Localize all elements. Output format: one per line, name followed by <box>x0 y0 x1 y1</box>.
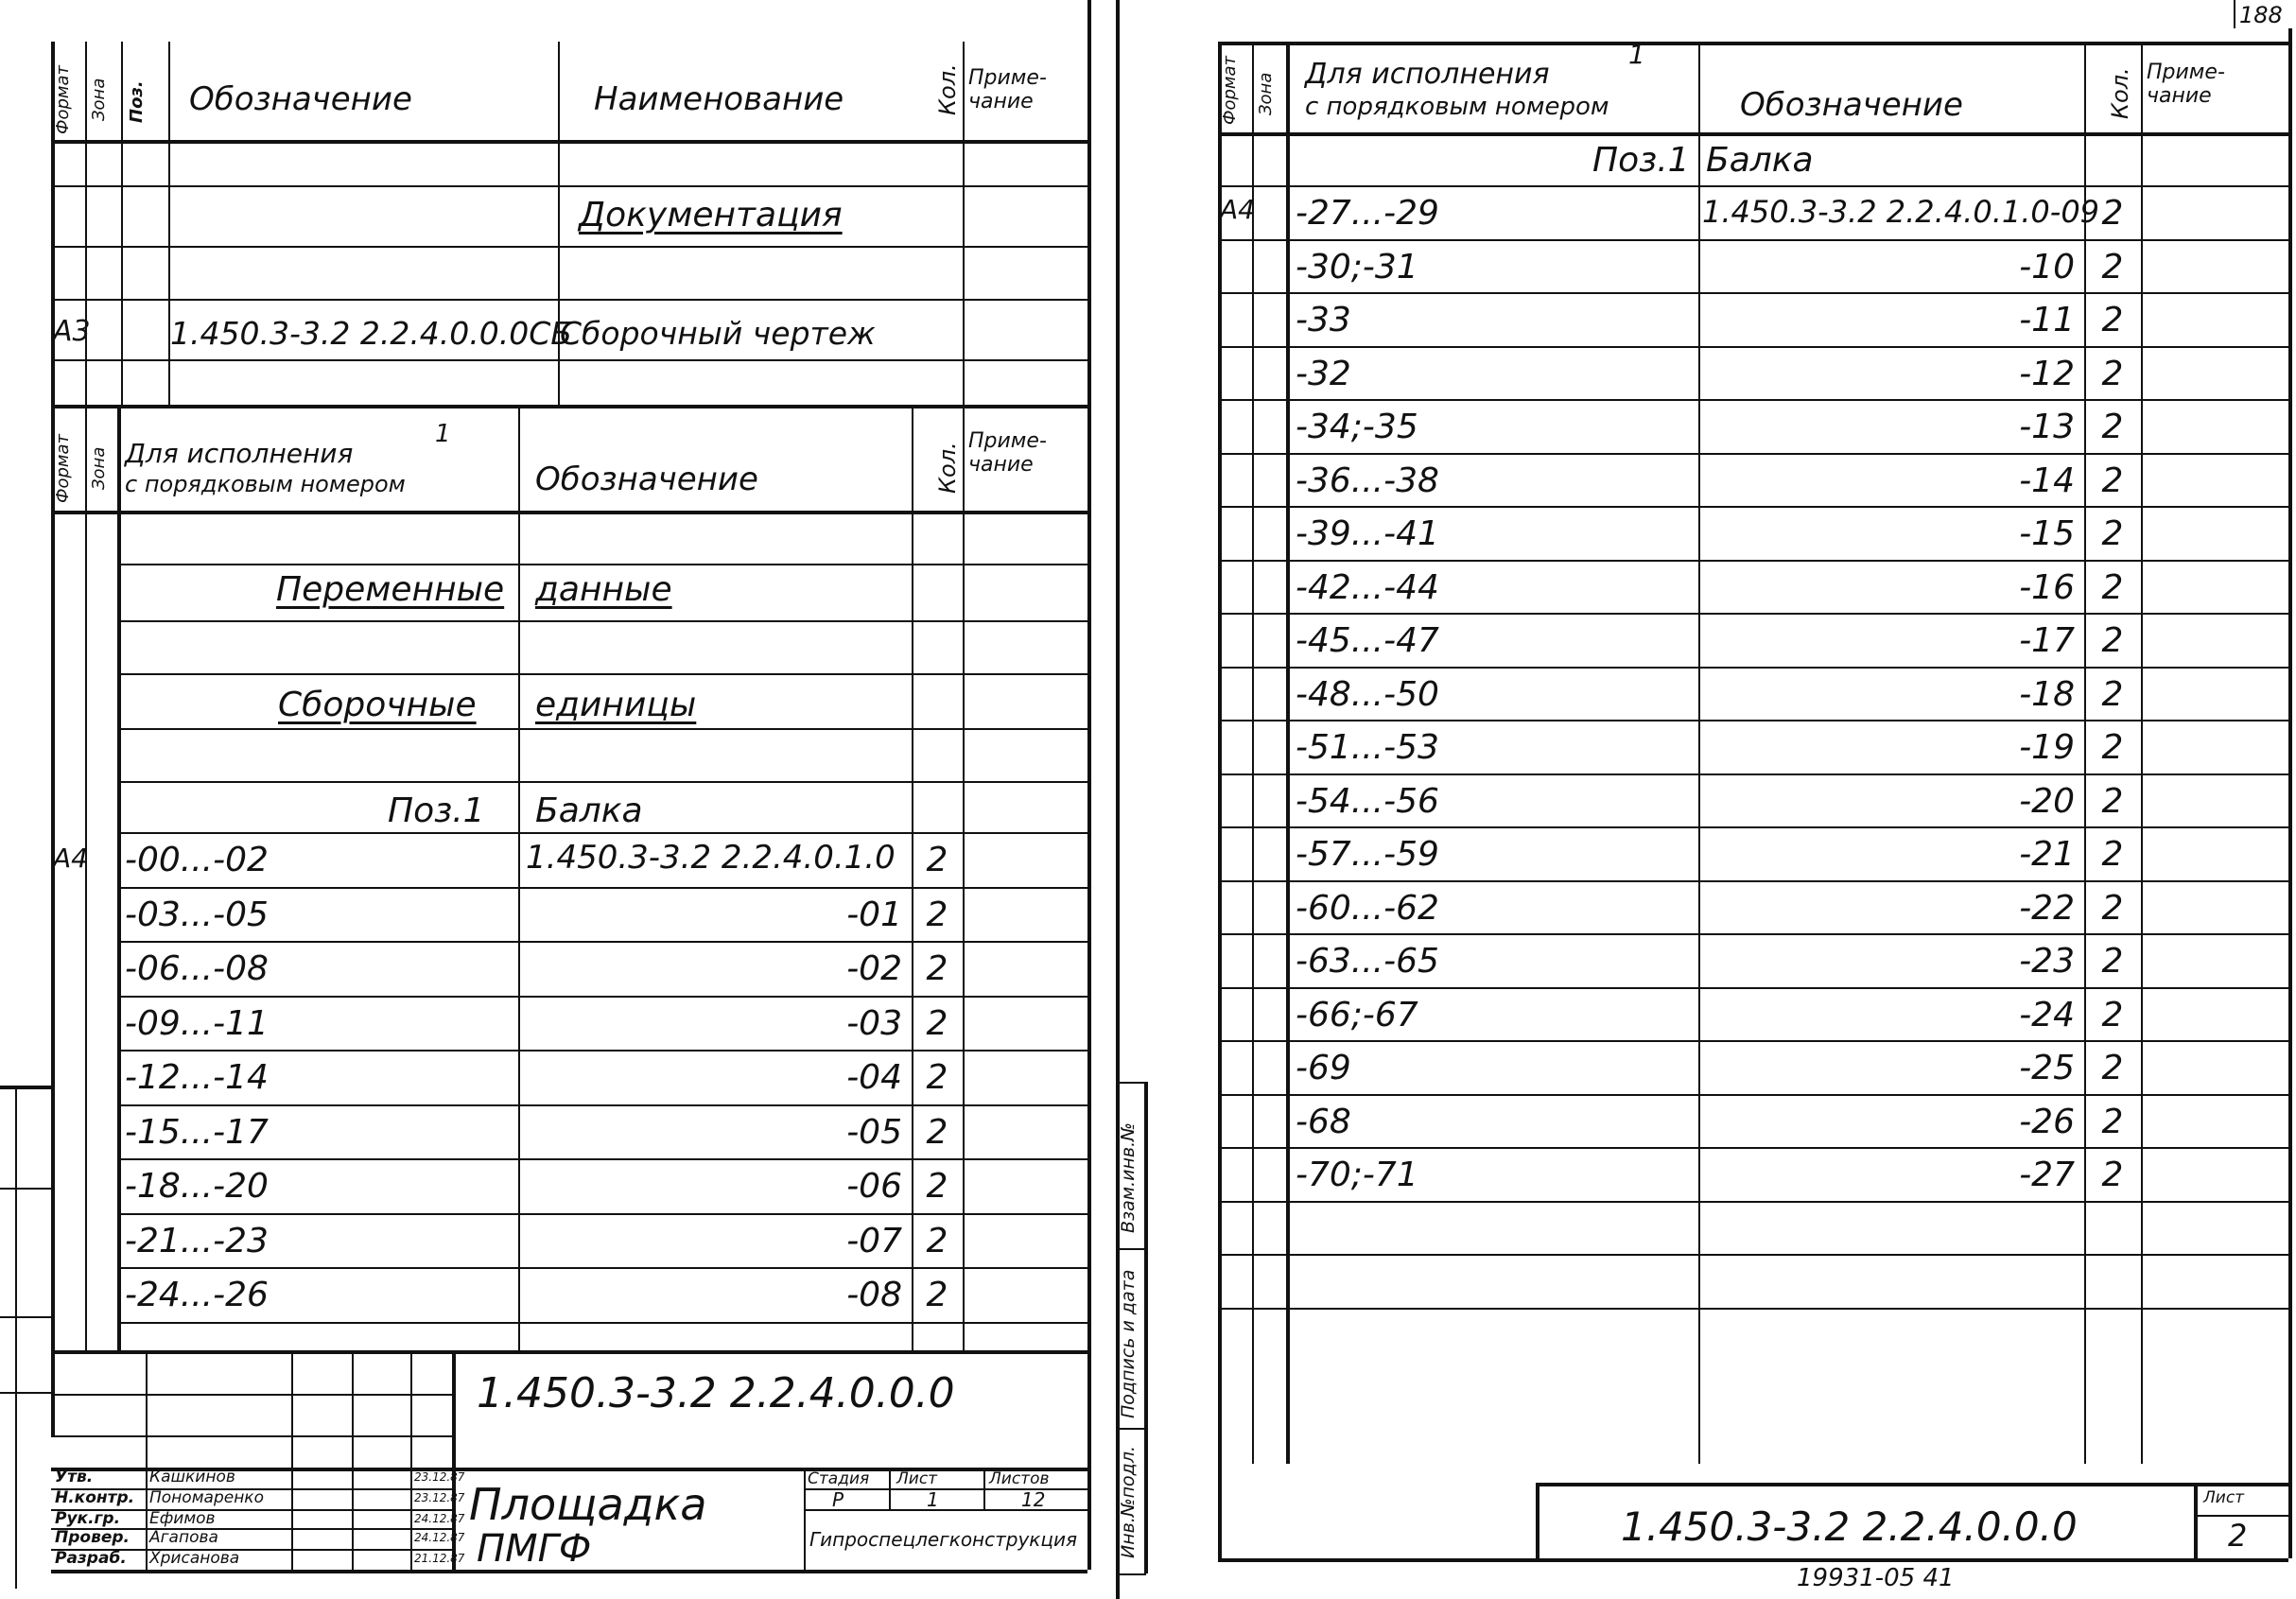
doc-format-cell: А3 <box>53 315 91 348</box>
signature-role: Рук.гр. <box>55 1509 121 1528</box>
row-designation: -08 <box>846 1276 902 1314</box>
row-variant: -54...-56 <box>1296 781 1439 821</box>
row-divider <box>1218 506 2288 508</box>
row-qty: 2 <box>2101 674 2124 714</box>
row-divider <box>117 1267 1087 1269</box>
side-label-replaced-inv: Взам.инв.№ <box>1118 1122 1139 1233</box>
row-divider <box>117 1322 1087 1324</box>
row-variant: -60...-62 <box>1296 888 1439 928</box>
title-block-code: 1.450.3-3.2 2.2.4.0.0.0 <box>477 1369 955 1417</box>
row-designation: -16 <box>2019 567 2075 607</box>
r-format-col-header: Формат <box>1220 55 1240 125</box>
row-designation: -17 <box>2019 621 2075 660</box>
sub-variant-col-header-line2: с порядковым номером <box>125 471 406 497</box>
left-sheet <box>0 0 1116 1599</box>
row-designation: -24 <box>2019 995 2075 1034</box>
sub-qty-col-header: Кол. <box>934 442 961 494</box>
row-divider <box>1218 933 2288 935</box>
row-variant: -09...-11 <box>125 1003 269 1043</box>
row-qty: 2 <box>926 1003 948 1043</box>
right-sheet <box>1116 0 2296 1599</box>
sub-zone-col-header: Зона <box>89 446 109 490</box>
zone-col-header: Зона <box>89 78 109 121</box>
row-variant: -42...-44 <box>1296 567 1439 607</box>
row-variant: -69 <box>1296 1049 1351 1087</box>
variable-data-label-a: Переменные <box>276 570 505 609</box>
row-variant: -68 <box>1296 1102 1351 1141</box>
row-designation: -12 <box>2019 354 2075 393</box>
r-variant-col-header-line2: с порядковым номером <box>1305 93 1609 121</box>
row-divider <box>1218 346 2288 348</box>
row-qty: 2 <box>2101 995 2124 1034</box>
sheet-label: Лист <box>896 1469 938 1488</box>
signature-name: Пономаренко <box>149 1488 264 1507</box>
row-qty: 2 <box>2101 408 2124 446</box>
row-divider <box>117 887 1087 889</box>
signature-date: 21.12.87 <box>414 1552 465 1565</box>
row-designation: -03 <box>846 1003 902 1043</box>
assembly-units-label-b: единицы <box>535 686 697 724</box>
row-variant: -15...-17 <box>125 1112 269 1152</box>
sub-note-col-header: Приме- чание <box>968 429 1047 478</box>
pos-col-header: Поз. <box>127 80 147 123</box>
row-qty: 2 <box>926 841 948 879</box>
side-label-signature-date: Подпись и дата <box>1118 1269 1139 1418</box>
row-divider <box>1218 399 2288 401</box>
row-qty: 2 <box>2101 567 2124 607</box>
r-pos-label: Поз.1 <box>1592 141 1690 180</box>
row-designation: -15 <box>2019 514 2075 553</box>
row-qty: 2 <box>2101 301 2124 339</box>
row-divider <box>1218 239 2288 241</box>
row-variant: -18...-20 <box>125 1167 269 1206</box>
row-variant: -34;-35 <box>1296 408 1418 446</box>
row-qty: 2 <box>2101 728 2124 767</box>
row-variant: -00...-02 <box>125 841 269 879</box>
row-divider <box>1218 1094 2288 1096</box>
signature-date: 24.12.87 <box>414 1531 465 1544</box>
doc-name-cell: Сборочный чертеж <box>560 315 876 352</box>
row-designation: -07 <box>846 1221 902 1260</box>
row-qty: 2 <box>926 1221 948 1260</box>
row-qty: 2 <box>2101 247 2124 287</box>
row-variant: -03...-05 <box>125 895 269 934</box>
sheets-value: 12 <box>1021 1488 1046 1511</box>
row-qty: 2 <box>2101 888 2124 928</box>
row-variant: -30;-31 <box>1296 247 1418 287</box>
row-designation: -04 <box>846 1058 902 1097</box>
row-variant: -12...-14 <box>125 1058 269 1097</box>
row-divider <box>1218 1201 2288 1203</box>
assembly-units-label-a: Сборочные <box>278 686 477 724</box>
r-variant-mark: 1 <box>1628 39 1645 70</box>
title-line1: Площадка <box>469 1479 707 1530</box>
row-variant: -39...-41 <box>1296 514 1439 553</box>
row-divider <box>1218 773 2288 775</box>
row-designation: -27 <box>2019 1156 2075 1194</box>
row-divider <box>1218 613 2288 615</box>
row-variant: -06...-08 <box>125 949 269 988</box>
r-sheet-label: Лист <box>2203 1488 2245 1507</box>
row-variant: -27...-29 <box>1296 194 1439 233</box>
row-qty: 2 <box>2101 461 2124 500</box>
sub-variant-mark: 1 <box>435 420 451 448</box>
row-qty: 2 <box>2101 621 2124 660</box>
row-divider <box>117 941 1087 943</box>
row-variant: -70;-71 <box>1296 1156 1418 1194</box>
row-qty: 2 <box>2101 194 2124 233</box>
r-sheet-value: 2 <box>2228 1518 2248 1554</box>
row-divider <box>1218 1040 2288 1042</box>
row-divider <box>1218 880 2288 882</box>
row-variant: -33 <box>1296 301 1351 339</box>
row-variant: -48...-50 <box>1296 674 1439 714</box>
row-variant: -57...-59 <box>1296 835 1439 874</box>
signature-name: Хрисанова <box>149 1549 240 1568</box>
row-variant: -24...-26 <box>125 1276 269 1314</box>
row-qty: 2 <box>926 949 948 988</box>
documentation-section-title: Документация <box>579 196 843 235</box>
signature-date: 23.12.87 <box>414 1470 465 1484</box>
row-designation: -26 <box>2019 1102 2075 1141</box>
signature-name: Кашкинов <box>149 1468 235 1486</box>
signature-role: Н.контр. <box>55 1488 135 1507</box>
row-variant: -36...-38 <box>1296 461 1439 500</box>
row-designation: -20 <box>2019 781 2075 821</box>
page-number: 188 <box>2239 2 2283 28</box>
signature-name: Ефимов <box>149 1509 216 1528</box>
row-divider <box>1218 1308 2288 1310</box>
row-designation: 1.450.3-3.2 2.2.4.0.1.0 <box>526 839 896 877</box>
row-divider <box>1218 826 2288 828</box>
row-divider <box>117 1213 1087 1215</box>
stage-value: Р <box>832 1488 844 1511</box>
sub-variant-col-header: Для исполнения <box>125 438 354 469</box>
sheets-label: Листов <box>989 1469 1050 1488</box>
row-variant: -63...-65 <box>1296 942 1439 981</box>
row-qty: 2 <box>2101 354 2124 393</box>
row-qty: 2 <box>2101 1049 2124 1087</box>
row-variant: -21...-23 <box>125 1221 269 1260</box>
r-designation-col-header: Обозначение <box>1740 86 1963 124</box>
row-designation: -19 <box>2019 728 2075 767</box>
r-zone-col-header: Зона <box>1256 72 1276 115</box>
row-designation: -10 <box>2019 247 2075 287</box>
side-label-inv-original: Инв.№подл. <box>1118 1445 1139 1558</box>
r-pos-name: Балка <box>1706 141 1814 180</box>
row-designation: -06 <box>846 1167 902 1206</box>
row-qty: 2 <box>926 1058 948 1097</box>
note-col-header: Приме- чание <box>968 66 1047 114</box>
row-divider <box>1218 292 2288 294</box>
signature-name: Агапова <box>149 1528 218 1547</box>
row-divider <box>1218 720 2288 721</box>
signature-role: Разраб. <box>55 1549 127 1568</box>
signature-date: 23.12.87 <box>414 1491 465 1504</box>
sub-designation-col-header: Обозначение <box>535 461 758 498</box>
title-line2: ПМГФ <box>477 1527 592 1571</box>
row-divider <box>1218 987 2288 989</box>
row-variant: -66;-67 <box>1296 995 1418 1034</box>
sheet-value: 1 <box>927 1488 939 1511</box>
pos-label: Поз.1 <box>388 791 485 830</box>
row-designation: -23 <box>2019 942 2075 981</box>
doc-designation-cell: 1.450.3-3.2 2.2.4.0.0.0СБ <box>170 315 572 352</box>
row-variant: -32 <box>1296 354 1351 393</box>
row-designation: -02 <box>846 949 902 988</box>
pos-name: Балка <box>535 791 643 830</box>
qty-col-header: Кол. <box>934 63 961 115</box>
row-variant: -45...-47 <box>1296 621 1439 660</box>
row-qty: 2 <box>2101 1102 2124 1141</box>
row-divider <box>117 1158 1087 1160</box>
row-designation: -21 <box>2019 835 2075 874</box>
row-qty: 2 <box>2101 942 2124 981</box>
row-divider <box>117 996 1087 998</box>
row-format: А4 <box>1220 194 1255 225</box>
row-qty: 2 <box>926 1276 948 1314</box>
row-designation: -11 <box>2019 301 2075 339</box>
r-note-col-header: Приме- чание <box>2147 61 2225 109</box>
row-divider <box>117 1104 1087 1106</box>
variable-data-label-b: данные <box>535 570 672 609</box>
row-qty: 2 <box>926 895 948 934</box>
name-col-header: Наименование <box>594 80 844 118</box>
row-designation: -18 <box>2019 674 2075 714</box>
row-divider <box>1218 560 2288 562</box>
row-designation: -25 <box>2019 1049 2075 1087</box>
r-title-block-code: 1.450.3-3.2 2.2.4.0.0.0 <box>1621 1503 2078 1550</box>
signature-role: Утв. <box>55 1468 94 1486</box>
row-designation: 1.450.3-3.2 2.2.4.0.1.0-09 <box>1702 194 2100 230</box>
r-qty-col-header: Кол. <box>2107 67 2133 119</box>
organization-name: Гипроспецлегконструкция <box>809 1528 1078 1551</box>
row-divider <box>1218 453 2288 455</box>
footer-number: 19931-05 41 <box>1797 1564 1955 1592</box>
row-divider <box>1218 1147 2288 1149</box>
row-format: А4 <box>53 843 88 874</box>
row-designation: -13 <box>2019 408 2075 446</box>
row-designation: -14 <box>2019 461 2075 500</box>
row-divider <box>117 1050 1087 1052</box>
row-designation: -01 <box>846 895 902 934</box>
row-designation: -05 <box>846 1112 902 1152</box>
signature-role: Провер. <box>55 1528 130 1547</box>
row-qty: 2 <box>2101 1156 2124 1194</box>
sub-format-col-header: Формат <box>53 433 73 503</box>
row-divider <box>1218 667 2288 669</box>
row-qty: 2 <box>2101 781 2124 821</box>
row-qty: 2 <box>2101 835 2124 874</box>
format-col-header: Формат <box>53 64 73 134</box>
designation-col-header: Обозначение <box>189 80 412 118</box>
stage-label: Стадия <box>808 1469 870 1488</box>
signature-date: 24.12.87 <box>414 1512 465 1525</box>
r-variant-col-header: Для исполнения <box>1305 58 1550 91</box>
row-divider <box>1218 1254 2288 1256</box>
row-designation: -22 <box>2019 888 2075 928</box>
row-qty: 2 <box>926 1167 948 1206</box>
row-qty: 2 <box>2101 514 2124 553</box>
row-variant: -51...-53 <box>1296 728 1439 767</box>
row-qty: 2 <box>926 1112 948 1152</box>
